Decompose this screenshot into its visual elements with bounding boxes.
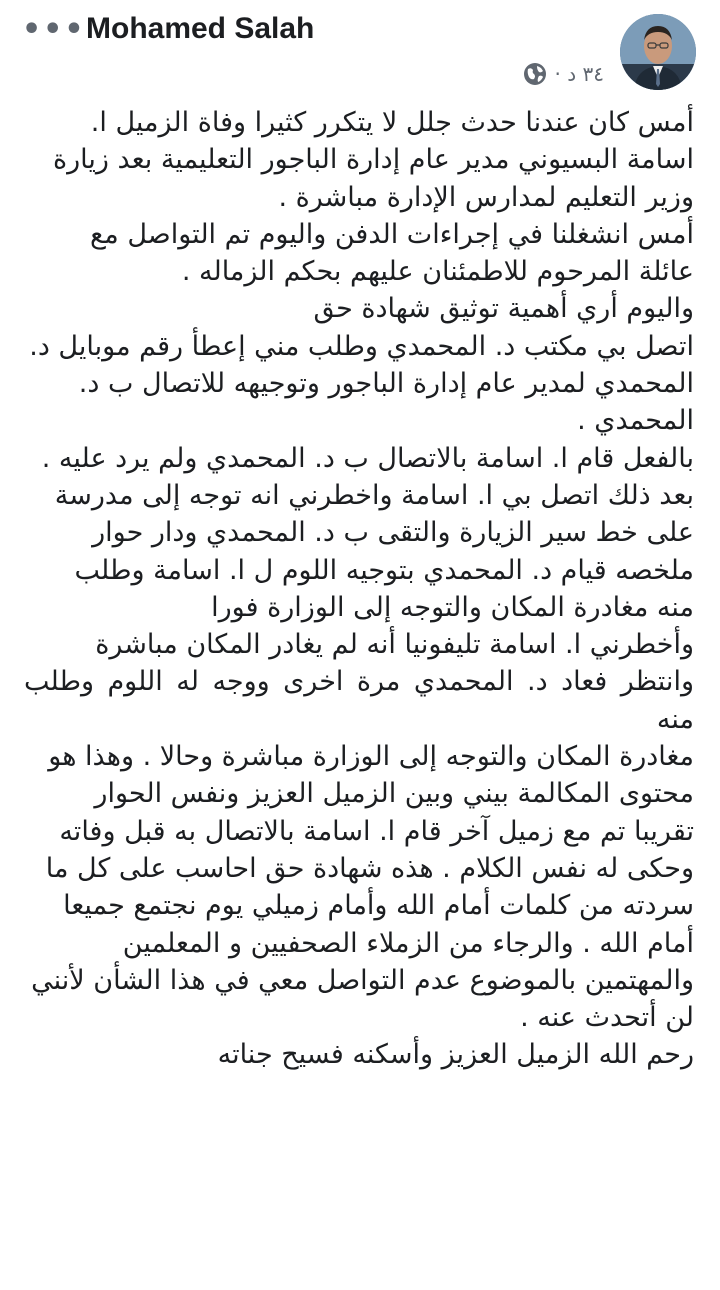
post-time[interactable]: ٣٤ د · [554,62,604,86]
more-options-icon[interactable]: ••• [22,12,86,47]
author-name[interactable]: Mohamed Salah [86,12,315,45]
post-text-line: أمس كان عندنا حدث جلل لا يتكرر كثيرا وفاة الزميل ا. [90,107,694,138]
post-text-line: وأخطرني ا. اسامة تليفونيا أنه لم يغادر المكان مباشرة [95,629,694,661]
post-text-line: لن أتحدث عنه . [520,1002,694,1034]
post-text-line: رحم الله الزميل العزيز وأسكنه فسيح جناته [217,1039,694,1071]
post-text-line: بعد ذلك اتصل بي ا. اسامة واخطرني انه توجه إلى مدرسة [54,479,694,511]
post-text-line: على خط سير الزيارة والتقى ب د. المحمدي ودار حوار [92,517,694,549]
post-text-line: المحمدي . [577,405,694,437]
post-text-line: أمس انشغلنا في إجراءات الدفن واليوم تم التواصل مع [89,218,694,250]
post-text-line: وزير التعليم لمدارس الإدارة مباشرة . [278,181,694,213]
post-text-line: اسامة البسيوني مدير عام إدارة الباجور التعليمية بعد زيارة [52,144,694,176]
post-text-line: محتوى المكالمة بيني وبين الزميل العزيز ونفس الحوار [94,778,694,810]
post-body [0,104,720,1074]
post-text-line: سردته من كلمات أمام الله وأمام زميلي يوم نجتمع جميعا [63,890,694,922]
post-text-line: منه مغادرة المكان والتوجه إلى الوزارة فورا [211,591,694,623]
post-text-line: المحمدي لمدير عام إدارة الباجور وتوجيهه للاتصال ب د. [78,368,694,400]
post-text-line: ملخصه قيام د. المحمدي بتوجيه اللوم ل ا. اسامة وطلب [74,554,694,586]
post-text-line: بالفعل قام ا. اسامة بالاتصال ب د. المحمدي ولم يرد عليه . [41,442,694,474]
post-text-line: وحكى له نفس الكلام . هذه شهادة حق احاسب على كل ما [45,852,694,884]
post-text-line: مغادرة المكان والتوجه إلى الوزارة مباشرة وحالا . وهذا هو [48,741,694,773]
post-header [0,0,720,100]
globe-icon [523,62,547,86]
post-text-line: تقريبا تم مع زميل آخر قام ا. اسامة بالاتصال به قبل وفاته [59,815,694,847]
post-text-line: عائلة المرحوم للاطمئنان عليهم بحكم الزماله . [181,256,694,288]
post-text-line: واليوم أري أهمية توثيق شهادة حق [313,293,694,325]
post-text-line: اتصل بي مكتب د. المحمدي وطلب مني إعطأ رقم موبايل د. [29,330,694,362]
author-avatar[interactable] [620,14,696,90]
post-text-line: أمام الله . والرجاء من الزملاء الصحفيين و المعلمين [122,927,694,959]
post-text-line: والمهتمين بالموضوع عدم التواصل معي في هذا الشأن لأنني [31,964,694,996]
post-text-line: وانتظر فعاد د. المحمدي مرة اخرى ووجه له اللوم وطلب منه [24,666,694,735]
avatar-photo [620,14,696,90]
post-meta [523,62,604,86]
